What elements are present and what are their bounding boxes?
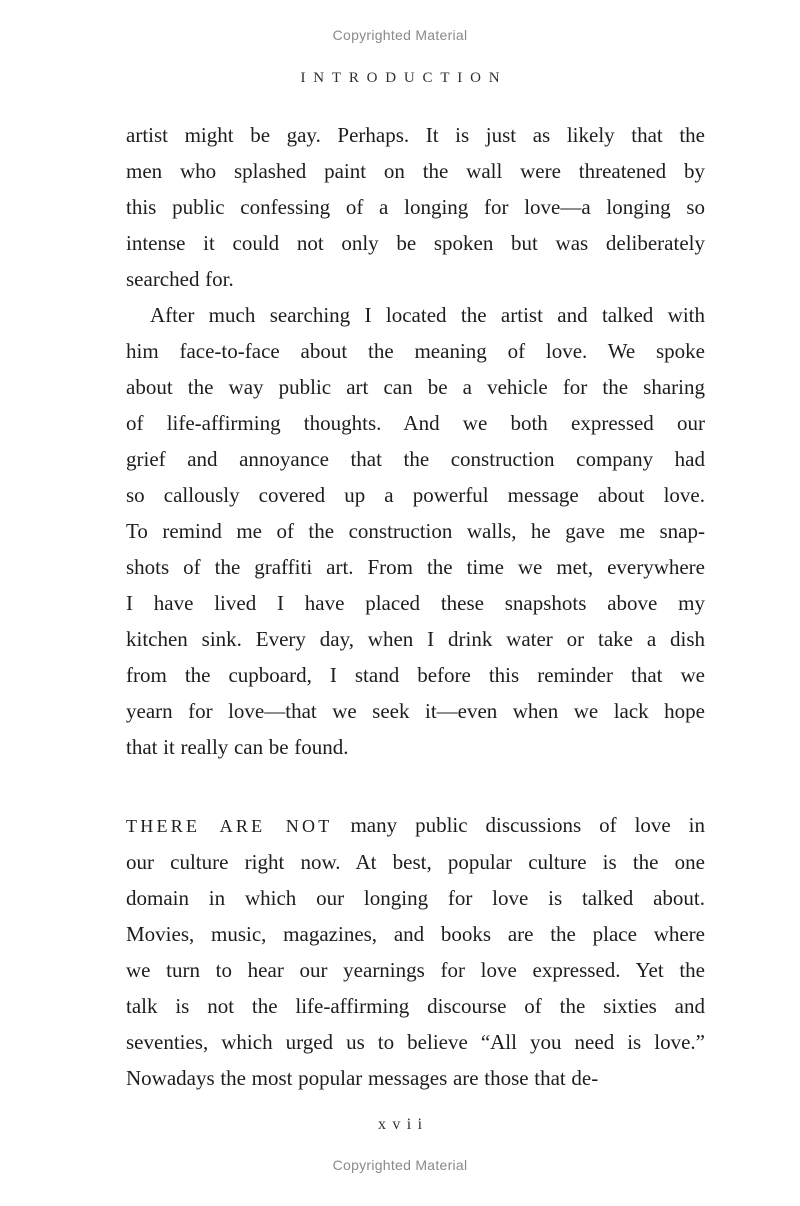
text-line: so callously covered up a powerful message about love. <box>126 483 705 507</box>
text-line: kitchen sink. Every day, when I drink water or take a dish <box>126 627 705 651</box>
text-line: we turn to hear our yearnings for love expressed. Yet the <box>126 958 705 982</box>
text-line: domain in which our longing for love is talked about. <box>126 886 705 910</box>
text-line: that it really can be found. <box>126 735 349 759</box>
text-line: yearn for love—that we seek it—even when we lack hope <box>126 699 705 723</box>
text-line: THERE ARE NOT many public discussions of love in <box>126 813 706 837</box>
text-line: of life-affirming thoughts. And we both expressed our <box>126 411 705 435</box>
section-lead-in: THERE ARE NOT <box>126 816 333 836</box>
text-line: about the way public art can be a vehicle for the sharing <box>126 375 705 399</box>
running-head: INTRODUCTION <box>300 70 508 86</box>
text-line: men who splashed paint on the wall were threatened by <box>126 159 705 183</box>
text-line: Movies, music, magazines, and books are the place where <box>126 922 705 946</box>
page-number: xvii <box>377 1116 429 1133</box>
text-line: artist might be gay. Perhaps. It is just as likely that the <box>126 123 705 147</box>
text-line: seventies, which urged us to believe “All you need is love.” <box>126 1030 705 1054</box>
copyright-notice-bottom: Copyrighted Material <box>332 1157 468 1173</box>
text-line: grief and annoyance that the construction company had <box>126 447 705 471</box>
page-body <box>126 117 705 1096</box>
text-line: him face-to-face about the meaning of love. We spoke <box>126 339 705 363</box>
paragraph <box>126 117 705 297</box>
text-line: I have lived I have placed these snapshots above my <box>126 591 705 615</box>
text-line: shots of the graffiti art. From the time we met, everywhere <box>126 555 705 579</box>
text-line: searched for. <box>126 267 234 291</box>
text-line: intense it could not only be spoken but was deliberately <box>126 231 705 255</box>
paragraph <box>126 807 705 1096</box>
copyright-notice-top: Copyrighted Material <box>332 27 468 43</box>
text-line: To remind me of the construction walls, he gave me snap- <box>126 519 705 543</box>
text-line: talk is not the life-affirming discourse of the sixties and <box>126 994 705 1018</box>
text-line: our culture right now. At best, popular culture is the one <box>126 850 705 874</box>
text-line: After much searching I located the artist and talked with <box>150 303 705 327</box>
text-line: Nowadays the most popular messages are those that de- <box>126 1066 599 1090</box>
text-line: this public confessing of a longing for love—a longing so <box>126 195 705 219</box>
text-line: from the cupboard, I stand before this reminder that we <box>126 663 705 687</box>
paragraph <box>126 297 705 765</box>
